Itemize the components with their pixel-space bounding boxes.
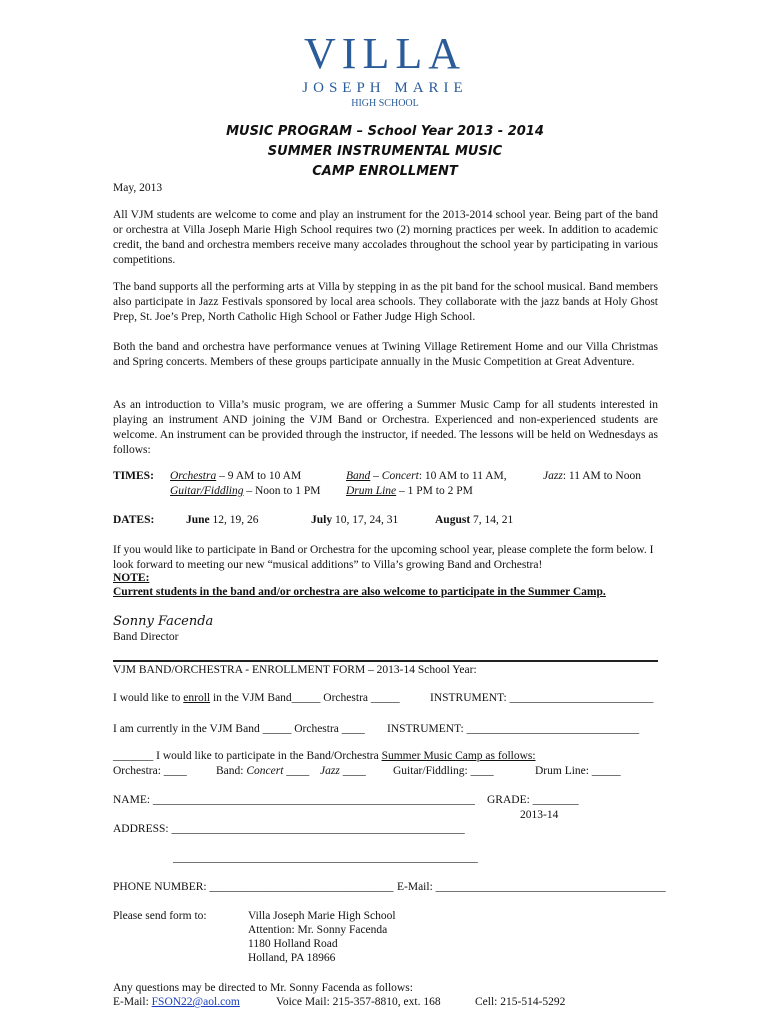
letter-date: May, 2013 xyxy=(113,182,163,194)
form-address-line-2: Attention: Mr. Sonny Facenda xyxy=(248,924,388,936)
form-address-field[interactable]: ADDRESS: ___________________________________________________ xyxy=(113,823,465,835)
times-jazz: Jazz: 11 AM to Noon xyxy=(543,470,641,482)
dates-july: July 10, 17, 24, 31 xyxy=(311,514,399,526)
school-logo-high-school: HIGH SCHOOL xyxy=(351,98,419,109)
contact-email: E-Mail: FSON22@aol.com xyxy=(113,996,240,1008)
paragraph-intro: All VJM students are welcome to come and play an instrument for the 2013-2014 school year. Being part of the band or orchestra at Villa Joseph Marie High School requires two (2) morning practices per week. In addition to academic credit, the band and orchestra members receive many accolades throughout the school year by participating in various competitions. xyxy=(113,209,658,266)
form-guitar-blank[interactable]: Guitar/Fiddling: ____ xyxy=(393,765,494,777)
form-email-field[interactable]: E-Mail: ________________________________________ xyxy=(397,881,666,893)
form-enroll-line[interactable]: I would like to enroll in the VJM Band_____ Orchestra _____ xyxy=(113,692,400,704)
form-drum-blank[interactable]: Drum Line: _____ xyxy=(535,765,621,777)
form-address-field-2[interactable]: _____________________________________________________ xyxy=(173,852,478,864)
form-divider xyxy=(113,660,658,662)
dates-june: June 12, 19, 26 xyxy=(186,514,259,526)
form-camp-line[interactable]: _______ I would like to participate in the Band/Orchestra Summer Music Camp as follows: xyxy=(113,750,536,762)
times-drum-line: Drum Line – 1 PM to 2 PM xyxy=(346,485,473,497)
form-instrument-1[interactable]: INSTRUMENT: _________________________ xyxy=(430,692,654,704)
title-line-3: CAMP ENROLLMENT xyxy=(312,164,458,179)
note-label: NOTE: xyxy=(113,572,150,584)
form-orchestra-blank[interactable]: Orchestra: ____ xyxy=(113,765,187,777)
dates-label: DATES: xyxy=(113,514,155,526)
times-label: TIMES: xyxy=(113,470,154,482)
signature-name: Sonny Facenda xyxy=(113,614,214,629)
paragraph-summer-camp: As an introduction to Villa’s music program, we are offering a Summer Music Camp for all students interested in playing an instrument AND joining the VJM Band or Orchestra. Experienced and non-experienced students are welcome. An instrument can be provided through the instructor, if needed. The lessons will be held on Wednesdays as follows: xyxy=(113,399,658,456)
form-address-line-4: Holland, PA 18966 xyxy=(248,952,336,964)
contact-cell: Cell: 215-514-5292 xyxy=(475,996,566,1008)
closing-paragraph: If you would like to participate in Band or Orchestra for the upcoming school year, please complete the form below. I look forward to meeting our new “musical additions” to Villa’s growing Band and Orchestra! xyxy=(113,544,654,571)
times-band: Band – Concert: 10 AM to 11 AM, xyxy=(346,470,507,482)
form-instrument-2[interactable]: INSTRUMENT: ______________________________ xyxy=(387,723,640,735)
contact-questions: Any questions may be directed to Mr. Sonny Facenda as follows: xyxy=(113,982,413,994)
form-address-line-1: Villa Joseph Marie High School xyxy=(248,910,396,922)
dates-august: August 7, 14, 21 xyxy=(435,514,514,526)
school-logo-joseph-marie: JOSEPH MARIE xyxy=(302,80,468,96)
form-current-line[interactable]: I am currently in the VJM Band _____ Orchestra ____ xyxy=(113,723,365,735)
paragraph-band-support: The band supports all the performing arts at Villa by stepping in as the pit band for the school musical. Band members also participate in Jazz Festivals sponsored by local area schools. They collaborate with the jazz bands at Holy Ghost Prep, St. Joe’s Prep, North Catholic High School or Father Judge High School. xyxy=(113,281,658,323)
title-line-2: SUMMER INSTRUMENTAL MUSIC xyxy=(267,144,503,159)
form-grade-field[interactable]: GRADE: ________ xyxy=(487,794,579,806)
form-name-field[interactable]: NAME: ________________________________________________________ xyxy=(113,794,475,806)
school-logo-villa: VILLA xyxy=(304,29,466,78)
times-orchestra: Orchestra – 9 AM to 10 AM xyxy=(170,470,302,482)
contact-voice-mail: Voice Mail: 215-357-8810, ext. 168 xyxy=(276,996,441,1008)
note-text: Current students in the band and/or orchestra are also welcome to participate in the Summer Camp. xyxy=(113,586,606,598)
form-send-label: Please send form to: xyxy=(113,910,207,922)
signature-title: Band Director xyxy=(113,631,179,643)
paragraph-venues: Both the band and orchestra have performance venues at Twining Village Retirement Home and our Villa Christmas and Spring concerts. Members of these groups participate annually in the Music Competition at Great Adventure. xyxy=(113,341,658,368)
form-phone-field[interactable]: PHONE NUMBER: ________________________________ xyxy=(113,881,394,893)
times-guitar: Guitar/Fiddling – Noon to 1 PM xyxy=(170,485,321,497)
form-address-line-3: 1180 Holland Road xyxy=(248,938,338,950)
form-jazz-blank[interactable]: Jazz ____ xyxy=(320,765,366,777)
form-heading: VJM BAND/ORCHESTRA - ENROLLMENT FORM – 2013-14 School Year: xyxy=(113,664,477,676)
form-band-blank[interactable]: Band: Concert ____ xyxy=(216,765,310,777)
email-link[interactable]: FSON22@aol.com xyxy=(151,996,240,1008)
form-grade-year: 2013-14 xyxy=(520,809,559,821)
title-line-1: MUSIC PROGRAM – School Year 2013 - 2014 xyxy=(226,124,544,139)
